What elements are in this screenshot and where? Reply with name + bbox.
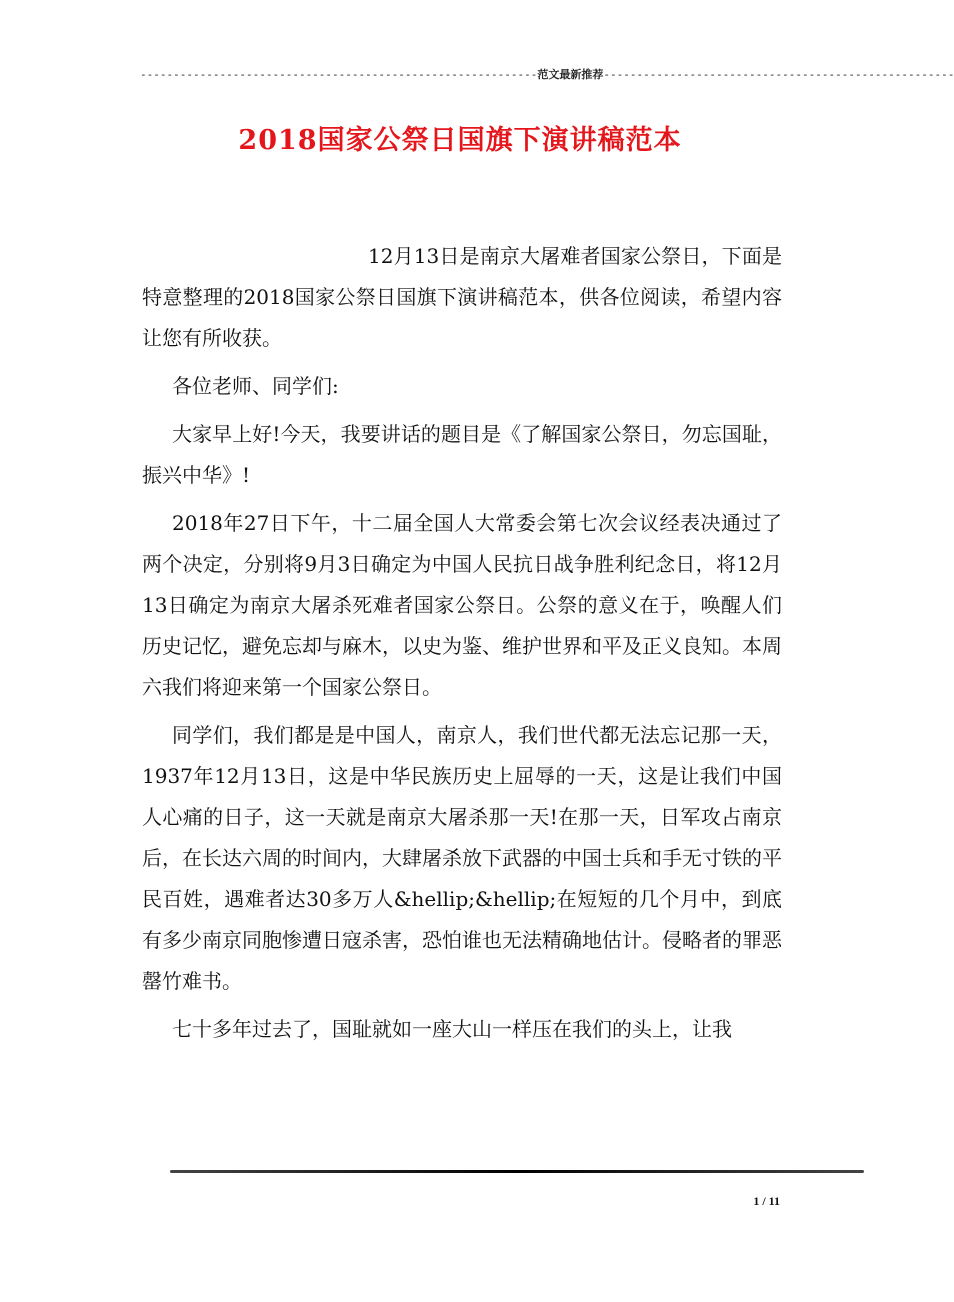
- header-dashes-right: -----------------------------------------------------: [603, 68, 954, 81]
- footer-divider: [170, 1170, 864, 1173]
- body-paragraph: 同学们，我们都是是中国人，南京人，我们世代都无法忘记那一天，1937年12月13日，这是中华民族历史上屈辱的一天，这是让我们中国人心痛的日子，这一天就是南京大屠杀那一天!在那一天，日军攻占南京后，在长达六周的时间内，大肆屠杀放下武器的中国士兵和手无寸铁的平民百姓，遇难者达30多万人&hellip;&hellip;在短短的几个月中，到底有多少南京同胞惨遭日寇杀害，恐怕谁也无法精确地估计。侵略者的罪恶罄竹难书。: [142, 723, 782, 993]
- header-label: 范文最新推荐: [537, 68, 604, 81]
- page-number: 1 / 11: [753, 1194, 780, 1208]
- header-dashes-left: ------------------------------------------------------------: [140, 68, 538, 81]
- document-title: 2018国家公祭日国旗下演讲稿范本: [238, 125, 682, 156]
- salutation-paragraph: 各位老师、同学们:: [172, 374, 339, 398]
- intro-paragraph: 12月13日是南京大屠难者国家公祭日，下面是特意整理的2018国家公祭日国旗下演讲稿范本，供各位阅读，希望内容让您有所收获。: [142, 244, 782, 350]
- page-header: [140, 66, 954, 82]
- document-body: [142, 236, 782, 1057]
- body-paragraph: 七十多年过去了，国耻就如一座大山一样压在我们的头上，让我: [172, 1017, 732, 1041]
- body-paragraph: 2018年27日下午，十二届全国人大常委会第七次会议经表决通过了两个决定，分别将9月3日确定为中国人民抗日战争胜利纪念日，将12月13日确定为南京大屠杀死难者国家公祭日。公祭的意义在于，唤醒人们历史记忆，避免忘却与麻木，以史为鉴、维护世界和平及正义良知。本周六我们将迎来第一个国家公祭日。: [142, 511, 782, 699]
- greeting-paragraph: 大家早上好!今天，我要讲话的题目是《了解国家公祭日，勿忘国耻，振兴中华》!: [142, 422, 782, 487]
